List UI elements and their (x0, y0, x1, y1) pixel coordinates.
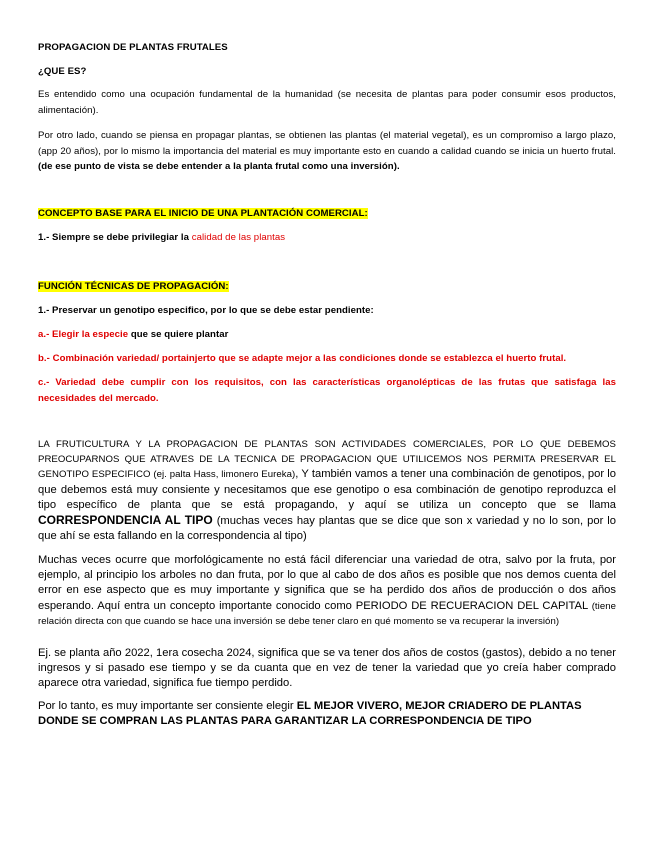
fruticultura-example: (ej. palta Hass, limonero Eureka) (153, 469, 296, 481)
concepto-base-item-red: calidad de las plantas (191, 232, 286, 243)
conclusion-paragraph (38, 699, 616, 729)
fruticultura-end: (muchas veces hay plantas que se dice que son x variedad y no lo son, por lo que ahí se esta fallando en la correspondencia al tipo) (38, 515, 617, 543)
concepto-base-item (38, 230, 616, 246)
funcion-tecnicas-heading (38, 279, 616, 295)
conclusion-bold: EL MEJOR VIVERO, MEJOR CRIADERO DE PLANTAS DONDE SE COMPRAN LAS PLANTAS PARA GARANTIZAR LA CORRESPONDENCIA DE TIPO (38, 700, 582, 728)
concepto-base-heading-text: CONCEPTO BASE PARA EL INICIO DE UNA PLANTACIÓN COMERCIAL: (38, 208, 368, 219)
morfologia-note: (tiene relación directa con que cuando se hace una inversión se debe tener claro en qué momento se va recuperar la inversión) (38, 600, 616, 627)
funcion-item-a-red: a.- Elegir la especie (38, 329, 129, 340)
second-paragraph-bold: (de ese punto de vista se debe entender a la planta frutal como una inversión). (38, 161, 400, 172)
second-paragraph (38, 128, 616, 175)
morfologia-paragraph (38, 553, 616, 629)
funcion-tecnicas-heading-text: FUNCIÓN TÉCNICAS DE PROPAGACIÓN: (38, 281, 229, 292)
funcion-item-a (38, 327, 616, 343)
fruticultura-rest: , Y también vamos a tener una combinación de genotipos, por lo que debemos está muy consiente y necesitamos que ese genotipo o esa combinación de genotipo reproduzca el tipo específico de planta que se está propagando, y aquí se utiliza un concepto que se llama (38, 468, 616, 511)
conclusion-text: Por lo tanto, es muy importante ser consiente elegir (38, 700, 297, 712)
funcion-item-1: 1.- Preservar un genotipo especifico, por lo que se debe estar pendiente: (38, 305, 374, 316)
second-paragraph-text: Por otro lado, cuando se piensa en propagar plantas, se obtienen las plantas (el material vegetal), es un compromiso a largo plazo, (app 20 años), por lo mismo la importancia del material es muy importante esto en cuando a calidad cuando se inicia un huerto frutal. (38, 130, 616, 157)
concepto-base-item-text: 1.- Siempre se debe privilegiar la (38, 232, 192, 243)
funcion-item-a-rest: que se quiere plantar (128, 329, 229, 340)
funcion-item-b: b.- Combinación variedad/ portainjerto que se adapte mejor a las condiciones donde se establezca el huerto frutal. (38, 353, 567, 364)
concepto-base-heading (38, 206, 616, 222)
fruticultura-paragraph (38, 437, 616, 544)
funcion-item-c: c.- Variedad debe cumplir con los requisitos, con las características organolépticas de las frutas que satisfaga las necesidades del mercado. (38, 377, 616, 404)
intro-paragraph: Es entendido como una ocupación fundamental de la humanidad (se necesita de plantas para poder consumir esos productos, alimentación). (38, 89, 616, 116)
ejemplo-paragraph: Ej. se planta año 2022, 1era cosecha 2024, significa que se va tener dos años de costos (gastos), debido a no tener ingresos y si pasado ese tiempo y se da cuanta que en vez de tener la variedad que yo creía haber comprado aparece otra variedad, significa fue tiempo perdido. (38, 647, 616, 690)
que-es-heading: ¿QUE ES? (38, 66, 87, 77)
fruticultura-caps-text: LA FRUTICULTURA Y LA PROPAGACION DE PLANTAS SON ACTIVIDADES COMERCIALES, POR LO QUE DEBEMOS PREOCUPARNOS QUE ATRAVES DE LA TECNICA DE PROPAGACION QUE UTILICEMOS NOS PERMITA PRESERVAR EL GENOTIPO ESPECIFICO (38, 439, 616, 481)
document-title: PROPAGACION DE PLANTAS FRUTALES (38, 42, 228, 53)
correspondencia-term: CORRESPONDENCIA AL TIPO (38, 513, 213, 528)
morfologia-text: Muchas veces ocurre que morfológicamente no está fácil diferenciar una variedad de otra, salvo por la fruta, por ejemplo, al principio los arboles no dan fruta, por lo que al cabo de dos años es posible que nos demos cuenta del error en ese aspecto que es muy importante y significa que se ha perdido dos años de producción o dos años esperando. Aquí entra un concepto importante conocido como PERIODO DE RECUERACION DEL CAPITAL (38, 554, 616, 612)
